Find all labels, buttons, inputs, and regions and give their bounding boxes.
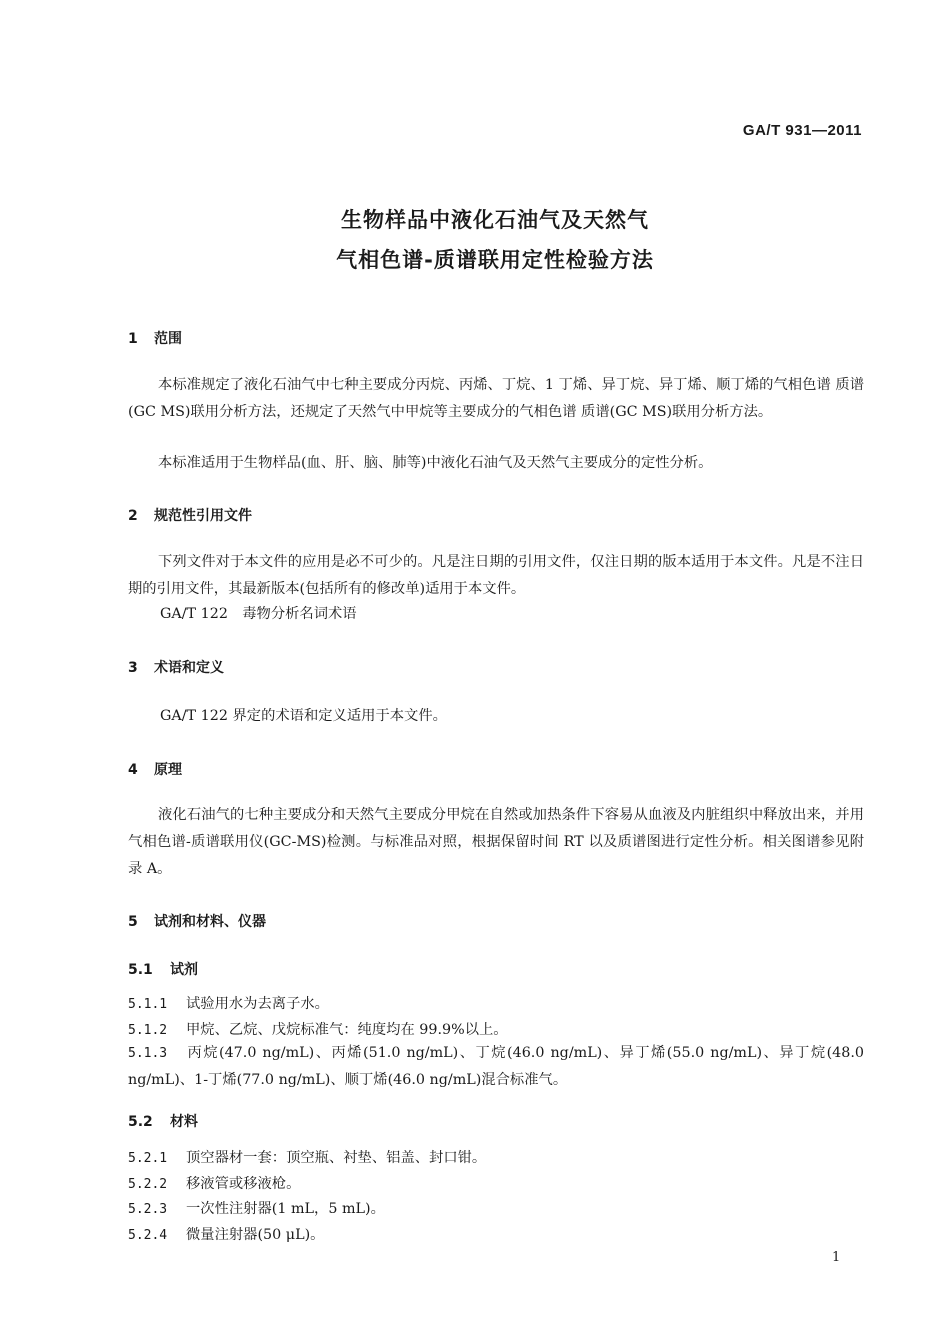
section-2-paragraph-1: 下列文件对于本文件的应用是必不可少的。凡是注日期的引用文件，仅注日期的版本适用于本文件。凡是不注日期的引用文件，其最新版本(包括所有的修改单)适用于本文件。 (128, 554, 864, 597)
section-5-2-heading (128, 1111, 198, 1131)
section-4-heading (128, 759, 182, 779)
document-title-line1: 生物样品中液化石油气及天然气 (341, 208, 649, 232)
clause-number: 5.1.3 (128, 1046, 168, 1061)
section-number: 2 (128, 508, 138, 524)
section-title: 试剂 (170, 962, 198, 978)
section-number: 3 (128, 660, 138, 676)
section-title: 规范性引用文件 (154, 508, 252, 524)
section-number: 5.2 (128, 1114, 153, 1130)
page-number: 1 (832, 1250, 841, 1265)
clause-number: 5.2.1 (128, 1151, 168, 1166)
section-title: 范围 (154, 331, 182, 347)
clause-text: 甲烷、乙烷、戊烷标准气：纯度均在 99.9%以上。 (186, 1022, 508, 1038)
section-title: 试剂和材料、仪器 (154, 914, 266, 930)
clause-5-1-3 (128, 1040, 864, 1094)
section-title: 材料 (170, 1114, 198, 1130)
clause-5-2-2 (128, 1173, 300, 1193)
clause-text: 一次性注射器(1 mL，5 mL)。 (186, 1201, 385, 1217)
clause-5-1-1 (128, 993, 329, 1013)
section-3-heading (128, 657, 224, 677)
section-title: 术语和定义 (154, 660, 224, 676)
clause-5-1-2 (128, 1019, 508, 1039)
clause-text: 移液管或移液枪。 (186, 1176, 301, 1192)
section-number: 1 (128, 331, 138, 347)
section-number: 5.1 (128, 962, 153, 978)
section-4-paragraph-1: 液化石油气的七种主要成分和天然气主要成分甲烷在自然或加热条件下容易从血液及内脏组织中释放出来，并用气相色谱-质谱联用仪(GC-MS)检测。与标准品对照，根据保留时间 RT 以及质谱图进行定性分析。相关图谱参见附录 A。 (128, 807, 864, 877)
section-1-heading (128, 328, 182, 348)
clause-text: 顶空器材一套：顶空瓶、衬垫、铝盖、封口钳。 (186, 1150, 487, 1166)
clause-text: 丙烷(47.0 ng/mL)、丙烯(51.0 ng/mL)、丁烷(46.0 ng/mL)、异丁烯(55.0 ng/mL)、异丁烷(48.0 ng/mL)、1-丁烯(77.0 ng/mL)、顺丁烯(46.0 ng/mL)混合标准气。 (128, 1045, 864, 1088)
clause-5-2-3 (128, 1198, 385, 1218)
clause-number: 5.1.1 (128, 997, 168, 1012)
section-number: 4 (128, 762, 138, 778)
clause-number: 5.2.4 (128, 1228, 168, 1243)
document-title-line2: 气相色谱-质谱联用定性检验方法 (336, 248, 654, 272)
standard-code: GA/T 931—2011 (742, 122, 862, 139)
section-title: 原理 (154, 762, 182, 778)
section-1-paragraph-2: 本标准适用于生物样品(血、肝、脑、肺等)中液化石油气及天然气主要成分的定性分析。 (158, 455, 713, 471)
section-1-paragraph-1: 本标准规定了液化石油气中七种主要成分丙烷、丙烯、丁烷、1 丁烯、异丁烷、异丁烯、顺丁烯的气相色谱 质谱(GC MS)联用分析方法，还规定了天然气中甲烷等主要成分的气相色谱 质谱(GC MS)联用分析方法。 (128, 377, 864, 420)
section-2-heading (128, 505, 252, 525)
clause-5-2-4 (128, 1224, 324, 1244)
clause-text: 试验用水为去离子水。 (186, 996, 329, 1012)
normative-reference: GA/T 122 毒物分析名词术语 (160, 606, 357, 622)
clause-number: 5.2.3 (128, 1202, 168, 1217)
section-3-paragraph-1: GA/T 122 界定的术语和定义适用于本文件。 (160, 708, 447, 724)
clause-number: 5.2.2 (128, 1177, 168, 1192)
section-number: 5 (128, 914, 138, 930)
section-5-heading (128, 911, 266, 931)
clause-text: 微量注射器(50 μL)。 (186, 1227, 325, 1243)
clause-number: 5.1.2 (128, 1023, 168, 1038)
section-5-1-heading (128, 959, 198, 979)
clause-5-2-1 (128, 1147, 486, 1167)
